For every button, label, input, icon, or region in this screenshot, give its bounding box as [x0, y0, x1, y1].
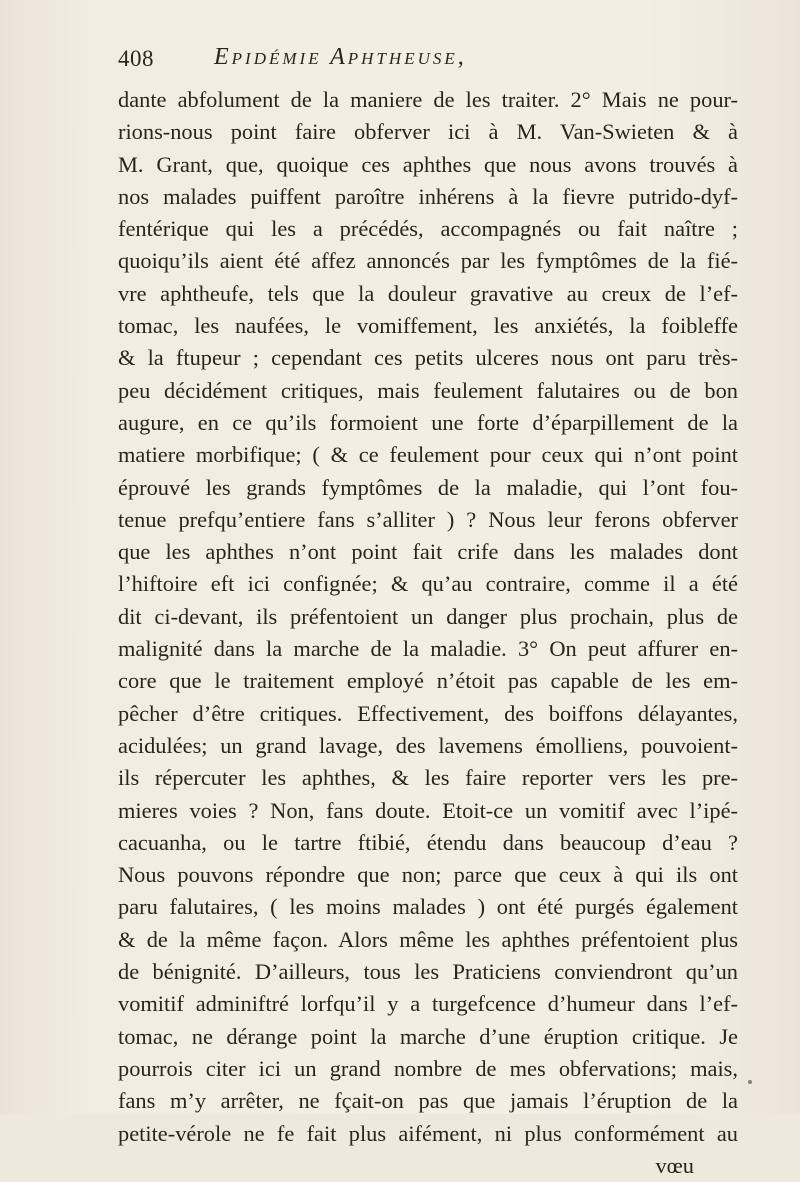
text-line: que les aphthes n’ont point fait crife dans les malades dont — [118, 539, 738, 565]
text-line: nos malades puiffent paroître inhérens à la fievre putrido-dyf- — [118, 183, 738, 209]
text-line: core que le traitement employé n’étoit pas capable de les em- — [118, 668, 738, 694]
body-text — [118, 84, 738, 1182]
text-line: pêcher d’être critiques. Effectivement, des boiffons délayantes, — [118, 700, 738, 726]
text-line: dit ci-devant, ils préfentoient un danger plus prochain, plus de — [118, 603, 738, 629]
text-line: M. Grant, que, quoique ces aphthes que nous avons trouvés à — [118, 151, 738, 177]
text-line: cacuanha, ou le tartre ftibié, étendu dans beaucoup d’eau ? — [118, 829, 738, 855]
text-line: tomac, ne dérange point la marche d’une éruption critique. Je — [118, 1023, 738, 1049]
text-line: vre aphtheufe, tels que la douleur gravative au creux de l’ef- — [118, 280, 738, 306]
text-line: mieres voies ? Non, fans doute. Etoit-ce un vomitif avec l’ipé- — [118, 797, 738, 823]
text-line: vomitif adminiftré lorfqu’il y a turgefcence d’humeur dans l’ef- — [118, 991, 738, 1017]
text-line: paru falutaires, ( les moins malades ) ont été purgés également — [118, 894, 738, 920]
text-line: éprouvé les grands fymptômes de la maladie, qui l’ont fou- — [118, 474, 738, 500]
text-line: & la ftupeur ; cependant ces petits ulceres nous ont paru très- — [118, 345, 738, 371]
text-line: de bénignité. D’ailleurs, tous les Praticiens conviendront qu’un — [118, 959, 738, 985]
text-line: matiere morbifique; ( & ce feulement pour ceux qui n’ont point — [118, 442, 738, 468]
text-line: acidulées; un grand lavage, des lavemens émolliens, pouvoient- — [118, 732, 738, 758]
page-edge-mark — [748, 1080, 752, 1084]
text-line: malignité dans la marche de la maladie. 3° On peut affurer en- — [118, 636, 738, 662]
text-line: tomac, les naufées, le vomiffement, les anxiétés, la foibleffe — [118, 313, 738, 339]
text-line: l’hiftoire eft ici confignée; & qu’au contraire, comme il a été — [118, 571, 738, 597]
text-line: peu décidément critiques, mais feulement falutaires ou de bon — [118, 377, 738, 403]
text-line: rions-nous point faire obferver ici à M. Van-Swieten & à — [118, 119, 738, 145]
text-line: fentérique qui les a précédés, accompagnés ou fait naître ; — [118, 216, 738, 242]
text-line: fans m’y arrêter, ne fçait-on pas que jamais l’éruption de la — [118, 1088, 738, 1114]
running-title: Epidémie Aphtheuse, — [214, 44, 467, 70]
text-line: augure, en ce qu’ils formoient une forte d’éparpillement de la — [118, 409, 738, 435]
text-line: tenue prefqu’entiere fans s’alliter ) ? Nous leur ferons obferver — [118, 506, 738, 532]
text-line: pourrois citer ici un grand nombre de mes obfervations; mais, — [118, 1055, 738, 1081]
text-line: quoiqu’ils aient été affez annoncés par les fymptômes de la fié- — [118, 248, 738, 274]
text-line: & de la même façon. Alors même les aphthes préfentoient plus — [118, 926, 738, 952]
text-line: dante abfolument de la maniere de les traiter. 2° Mais ne pour- — [118, 87, 738, 112]
catchword: vœu — [655, 1152, 694, 1178]
text-line: ils répercuter les aphthes, & les faire reporter vers les pre- — [118, 765, 738, 791]
text-line: Nous pouvons répondre que non; parce que ceux à qui ils ont — [118, 862, 738, 888]
text-line: petite-vérole ne fe fait plus aifément, ni plus conformément au — [118, 1120, 738, 1146]
page-header — [118, 44, 738, 78]
page-number: 408 — [118, 46, 154, 71]
